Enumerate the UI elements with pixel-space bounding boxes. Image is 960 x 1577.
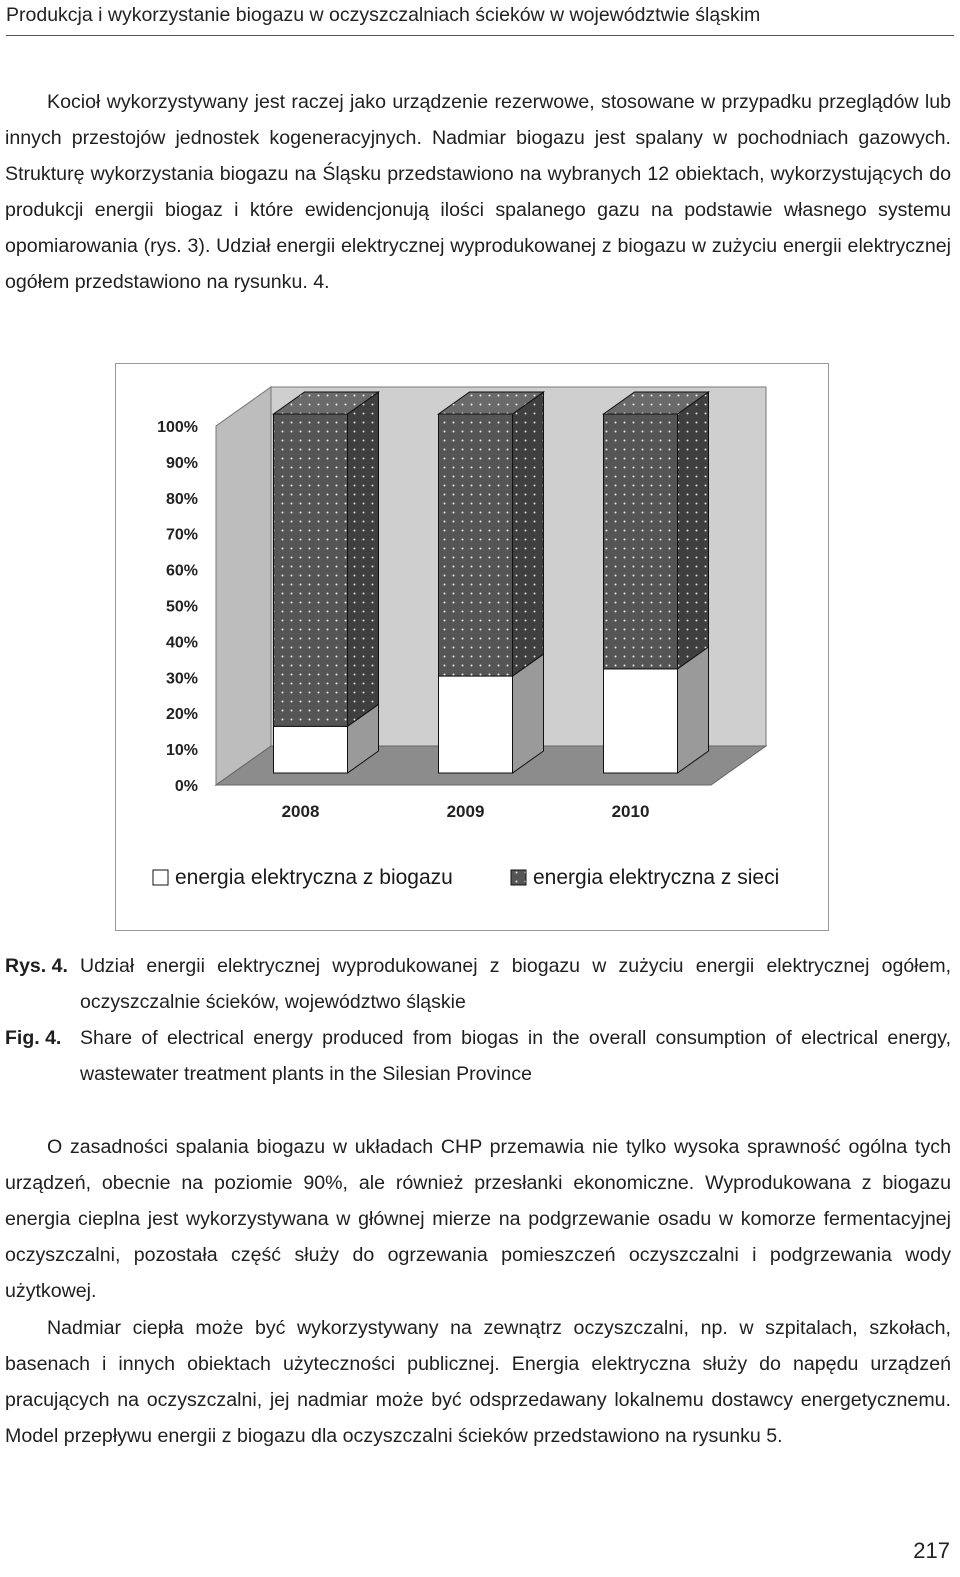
paragraph-intro: Kocioł wykorzystywany jest raczej jako urządzenie rezerwowe, stosowane w przypadku przeglądów lub innych przestojów jednostek kogeneracyjnych. Nadmiar biogazu jest spalany w pochodniach gazowych. Strukturę wykorzystania biogazu na Śląsku przedstawiono na wybranych 12 obiektach, wykorzystujących do produkcji energii biogaz i które ewidencjonują ilości spalanego gazu na podstawie własnego systemu opomiarowania (rys. 3). Udział energii elektrycznej wyprodukowanej z biogazu w zużyciu energii elektrycznej ogółem przedstawiono na rysunku. 4. <box>5 91 951 293</box>
bar-side-2009-series-2 <box>513 392 544 676</box>
bar-2010-series-2 <box>604 414 678 669</box>
y-tick-label: 30% <box>165 670 198 688</box>
figure-captions <box>5 948 951 1092</box>
caption-en-label: Fig. 4. <box>5 1027 62 1049</box>
legend-swatch-1 <box>153 870 168 885</box>
bar-2010-series-1 <box>604 669 678 773</box>
y-tick-label: 80% <box>165 490 198 508</box>
stacked-bar-chart <box>116 364 828 930</box>
caption-en <box>5 1020 951 1092</box>
legend-swatch-2 <box>511 870 526 885</box>
bar-side-2010-series-2 <box>678 392 709 669</box>
y-tick-label: 50% <box>165 598 198 616</box>
caption-pl <box>5 948 951 1020</box>
paragraph-chp: O zasadności spalania biogazu w układach CHP przemawia nie tylko wysoka sprawność ogólna tych urządzeń, obecnie na poziomie 90%, ale również przesłanki ekonomiczne. Wyprodukowana z biogazu energia cieplna jest wykorzystywana w głównej mierze na podgrzewanie osadu w komorze fermentacyjnej oczyszczalni, pozostała część służy do ogrzewania pomieszczeń oczyszczalni i podgrzewania wody użytkowej. <box>5 1136 951 1302</box>
y-tick-label: 70% <box>165 526 198 544</box>
y-tick-label: 20% <box>165 706 198 724</box>
bar-side-2008-series-2 <box>348 392 379 726</box>
bar-2009-series-2 <box>439 414 513 676</box>
x-tick-label: 2010 <box>611 802 650 821</box>
y-tick-label: 10% <box>165 742 198 760</box>
bar-2008-series-2 <box>274 414 348 726</box>
bar-2009-series-1 <box>439 676 513 773</box>
y-tick-label: 40% <box>165 634 198 652</box>
y-tick-label: 90% <box>165 454 198 472</box>
y-tick-label: 60% <box>165 562 198 580</box>
paragraph-heat-excess: Nadmiar ciepła może być wykorzystywany na zewnątrz oczyszczalni, np. w szpitalach, szkołach, basenach i innych obiektach użyteczności publicznej. Energia elektryczna służy do napędu urządzeń pracujących na oczyszczalni, jej nadmiar może być odsprzedawany lokalnemu dostawcy energetycznemu. Model przepływu energii z biogazu dla oczyszczalni ścieków przedstawiono na rysunku 5. <box>5 1317 951 1447</box>
caption-pl-label: Rys. 4. <box>5 955 68 977</box>
caption-pl-text: Udział energii elektrycznej wyprodukowanej z biogazu w zużyciu energii elektrycznej ogółem, oczyszczalnie ścieków, województwo śląskie <box>80 955 951 1013</box>
chart-side-wall <box>216 387 271 785</box>
x-tick-label: 2008 <box>281 802 320 821</box>
legend-label-1: energia elektryczna z biogazu <box>175 866 453 889</box>
y-tick-label: 100% <box>157 419 198 436</box>
caption-en-text: Share of electrical energy produced from biogas in the overall consumption of electrical energy, wastewater treatment plants in the Silesian Province <box>80 1027 951 1085</box>
figure-4-chart <box>115 363 829 931</box>
legend-label-2: energia elektryczna z sieci <box>533 866 780 889</box>
x-tick-label: 2009 <box>446 802 485 821</box>
running-header: Produkcja i wykorzystanie biogazu w oczyszczalniach ścieków w województwie śląskim <box>6 4 954 36</box>
page-number: 217 <box>913 1538 950 1563</box>
y-tick-label: 0% <box>174 778 198 795</box>
bar-2008-series-1 <box>274 726 348 773</box>
